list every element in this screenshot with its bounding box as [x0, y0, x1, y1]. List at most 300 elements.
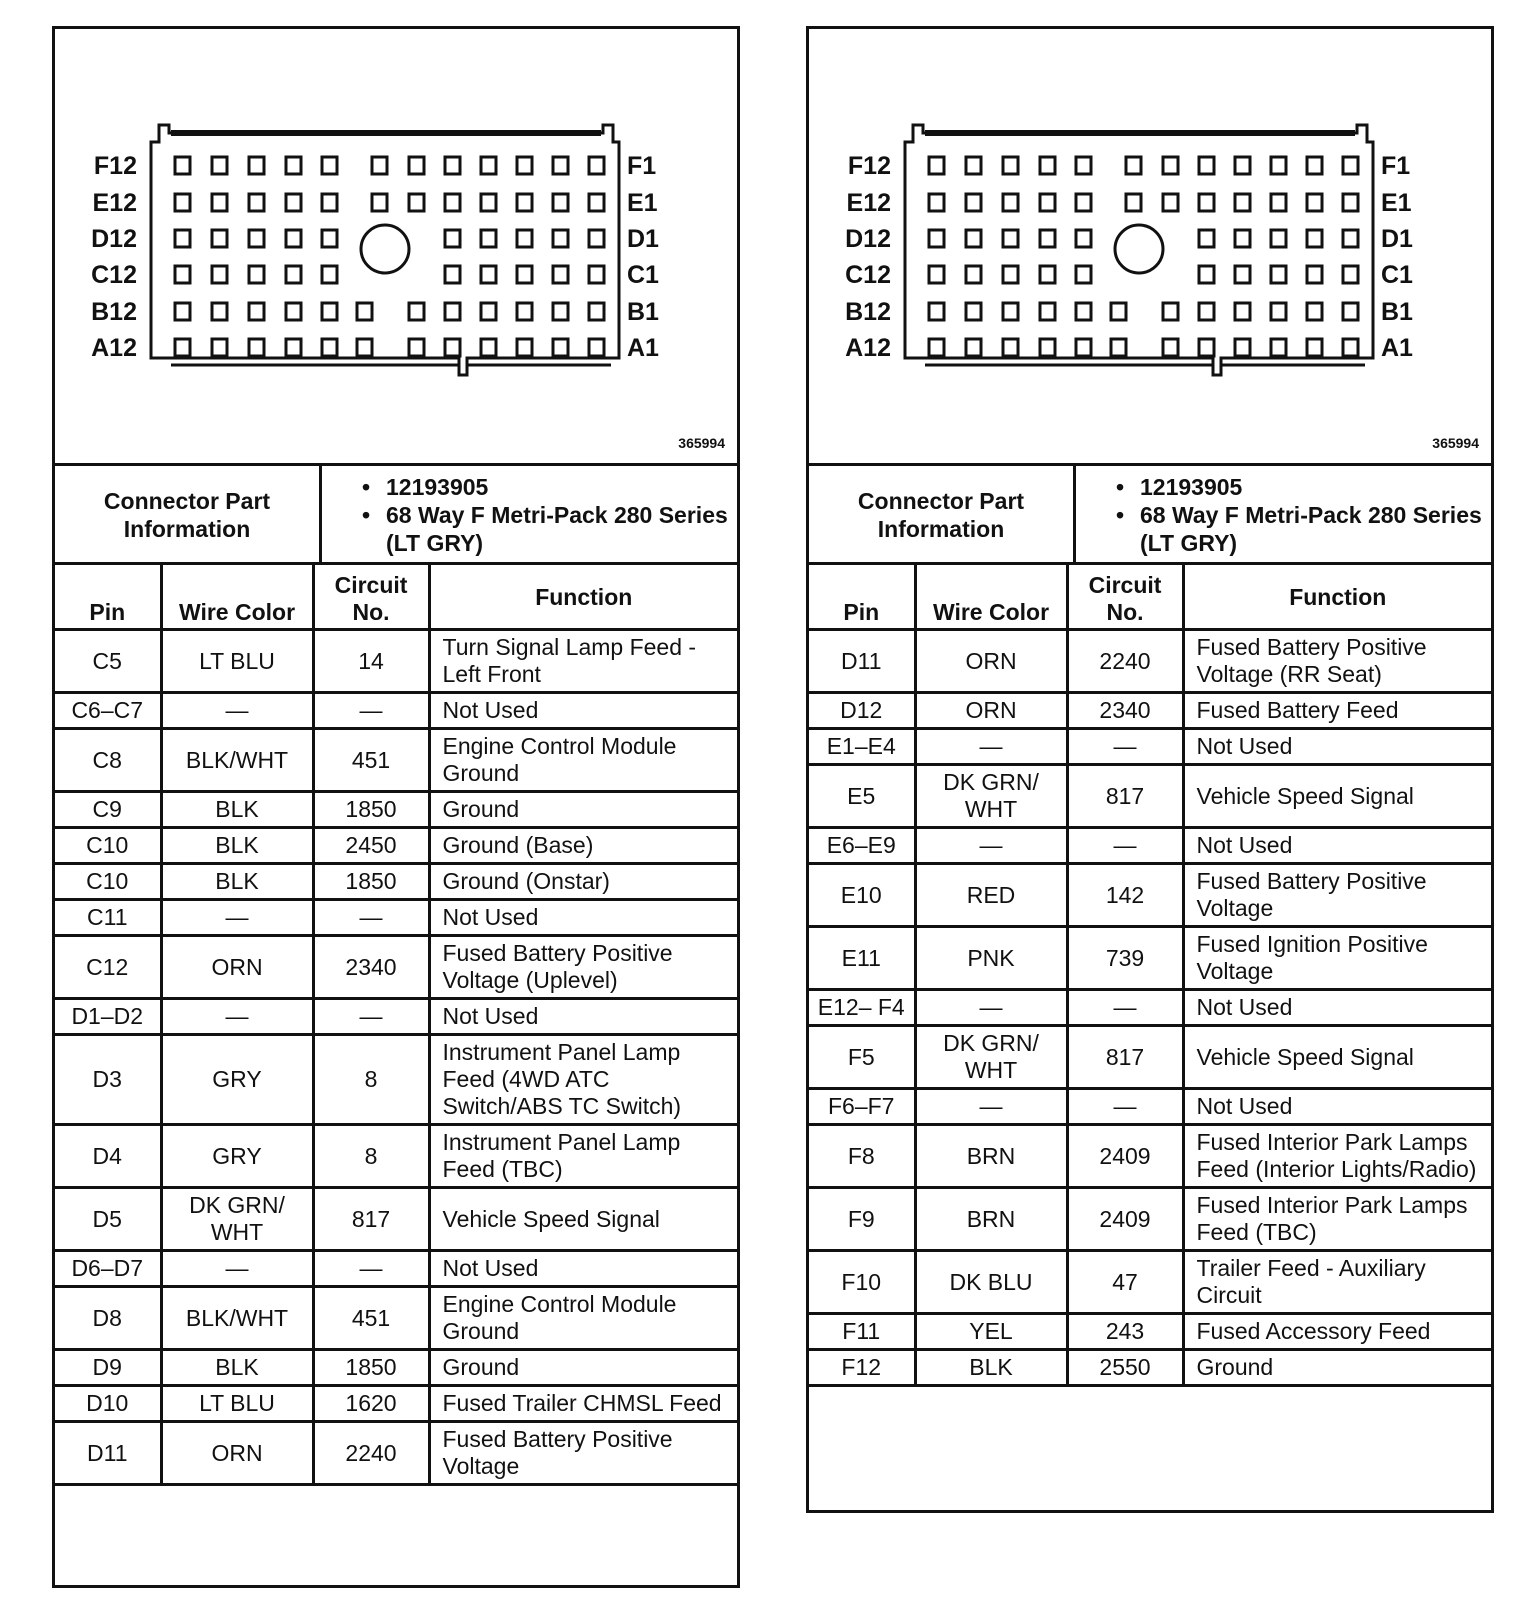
row-label-right: C1 — [1381, 261, 1413, 289]
pin-cavity — [966, 303, 981, 320]
connector-part-label: Connector Part Information — [809, 465, 1075, 565]
pin-cavity — [1040, 230, 1055, 247]
circuit-cell: 817 — [1067, 1026, 1183, 1089]
connector-panel-right — [806, 26, 1494, 1513]
wire-color-cell: DK GRN/ WHT — [161, 1188, 313, 1251]
pin-cavity — [212, 303, 227, 320]
connector-part-info — [55, 463, 737, 564]
wire-color-cell: GRY — [161, 1125, 313, 1188]
pin-cavity — [1271, 230, 1286, 247]
function-cell: Vehicle Speed Signal — [1183, 1026, 1491, 1089]
pin-cavity — [1307, 266, 1322, 283]
pin-row — [809, 1026, 1491, 1089]
pin-cavity — [929, 339, 944, 356]
pin-cavity — [1343, 303, 1358, 320]
pin-cavity — [1343, 339, 1358, 356]
connector-diagram — [55, 29, 737, 463]
pin-cell: F12 — [809, 1350, 915, 1386]
pin-cavity — [286, 266, 301, 283]
wire-color-cell: — — [915, 990, 1067, 1026]
pin-cell: C10 — [55, 864, 161, 900]
circuit-cell: 47 — [1067, 1251, 1183, 1314]
function-cell: Ground (Onstar) — [429, 864, 737, 900]
circuit-cell: 1850 — [313, 864, 429, 900]
pin-cavity — [553, 194, 568, 211]
pin-row — [809, 1188, 1491, 1251]
header-wire-color: Wire Color — [915, 564, 1067, 630]
pin-cavity — [1003, 230, 1018, 247]
circuit-cell: 2340 — [1067, 693, 1183, 729]
row-label-left: F12 — [93, 152, 137, 180]
pin-row — [55, 864, 737, 900]
wire-color-cell: — — [161, 999, 313, 1035]
function-cell: Ground — [429, 792, 737, 828]
pin-row — [809, 729, 1491, 765]
pin-cavity — [409, 157, 424, 174]
pin-cavity — [517, 157, 532, 174]
pin-cavity — [249, 194, 264, 211]
connector-face-svg — [55, 29, 737, 463]
pin-cavity — [445, 266, 460, 283]
circuit-cell: — — [313, 693, 429, 729]
pin-cavity — [372, 194, 387, 211]
row-label-right: B1 — [1381, 298, 1413, 326]
pin-cavity — [553, 303, 568, 320]
pin-cavity — [929, 157, 944, 174]
function-cell: Not Used — [429, 900, 737, 936]
pin-cavity — [357, 303, 372, 320]
wire-color-cell: DK GRN/ WHT — [915, 1026, 1067, 1089]
header-wire-color: Wire Color — [161, 564, 313, 630]
pin-cavity — [1199, 157, 1214, 174]
pin-cavity — [1235, 303, 1250, 320]
row-label-left: D12 — [845, 225, 891, 253]
pin-cavity — [1003, 157, 1018, 174]
pin-cavity — [481, 157, 496, 174]
circuit-cell: — — [313, 900, 429, 936]
pin-cavity — [1111, 339, 1126, 356]
function-cell: Fused Battery Positive Voltage — [429, 1422, 737, 1485]
circuit-cell: 2240 — [313, 1422, 429, 1485]
pin-cell: C8 — [55, 729, 161, 792]
pin-cavity — [1003, 266, 1018, 283]
pin-cavity — [286, 194, 301, 211]
wire-color-cell: BLK — [161, 1350, 313, 1386]
pin-cavity — [966, 194, 981, 211]
wire-color-cell: — — [161, 693, 313, 729]
pin-cell: D11 — [809, 630, 915, 693]
figure-number: 365994 — [678, 435, 725, 451]
wire-color-cell: — — [915, 729, 1067, 765]
pin-cell: C12 — [55, 936, 161, 999]
pin-row — [55, 693, 737, 729]
pinout-table-right — [809, 562, 1491, 1387]
pin-cell: E1–E4 — [809, 729, 915, 765]
pin-cell: C6–C7 — [55, 693, 161, 729]
header-pin: Pin — [55, 564, 161, 630]
circuit-cell: 2450 — [313, 828, 429, 864]
wire-color-cell: RED — [915, 864, 1067, 927]
wire-color-cell: ORN — [161, 936, 313, 999]
pin-cell: E12– F4 — [809, 990, 915, 1026]
function-cell: Fused Ignition Positive Voltage — [1183, 927, 1491, 990]
pin-cavity — [553, 230, 568, 247]
header-circuit-no: Circuit No. — [313, 564, 429, 630]
pin-cavity — [589, 194, 604, 211]
pin-row — [55, 630, 737, 693]
pin-row — [809, 765, 1491, 828]
row-label-left: A12 — [91, 334, 137, 362]
pin-cavity — [1163, 303, 1178, 320]
pin-cavity — [1126, 157, 1141, 174]
pin-cell: E5 — [809, 765, 915, 828]
pin-cell: E6–E9 — [809, 828, 915, 864]
function-cell: Fused Interior Park Lamps Feed (TBC) — [1183, 1188, 1491, 1251]
pin-cavity — [1076, 303, 1091, 320]
pin-cavity — [1307, 230, 1322, 247]
pin-row — [55, 1251, 737, 1287]
pin-cavity — [1040, 339, 1055, 356]
pin-cavity — [1235, 230, 1250, 247]
circuit-cell: — — [1067, 828, 1183, 864]
pin-cell: F11 — [809, 1314, 915, 1350]
pin-cavity — [286, 157, 301, 174]
part-description: • 68 Way F Metri-Pack 280 Series (LT GRY) — [1116, 501, 1490, 557]
row-label-right: E1 — [1381, 189, 1412, 217]
pin-cavity — [249, 157, 264, 174]
circuit-cell: 451 — [313, 729, 429, 792]
pin-cavity — [966, 266, 981, 283]
wire-color-cell: ORN — [915, 693, 1067, 729]
pin-cavity — [322, 339, 337, 356]
connector-diagram — [809, 29, 1491, 463]
header-function: Function — [1183, 564, 1491, 630]
pin-row — [809, 828, 1491, 864]
pin-cavity — [589, 230, 604, 247]
function-cell: Not Used — [1183, 1089, 1491, 1125]
pin-cavity — [175, 230, 190, 247]
pin-cavity — [1199, 266, 1214, 283]
pin-cavity — [322, 230, 337, 247]
circuit-cell: 817 — [313, 1188, 429, 1251]
pin-cavity — [322, 266, 337, 283]
pin-cell: F6–F7 — [809, 1089, 915, 1125]
wire-color-cell: LT BLU — [161, 630, 313, 693]
wire-color-cell: — — [161, 1251, 313, 1287]
pin-cavity — [175, 339, 190, 356]
row-label-left: D12 — [91, 225, 137, 253]
header-pin: Pin — [809, 564, 915, 630]
pin-cavity — [553, 339, 568, 356]
row-label-left: F12 — [847, 152, 891, 180]
circuit-cell: — — [1067, 990, 1183, 1026]
pin-cavity — [1271, 157, 1286, 174]
row-label-right: D1 — [1381, 225, 1413, 253]
pin-cavity — [1163, 157, 1178, 174]
pin-cavity — [966, 230, 981, 247]
pin-cavity — [249, 303, 264, 320]
pin-row — [809, 1125, 1491, 1188]
pin-cavity — [175, 157, 190, 174]
row-label-right: F1 — [627, 152, 657, 180]
function-cell: Ground — [429, 1350, 737, 1386]
row-label-left: A12 — [845, 334, 891, 362]
wire-color-cell: BLK — [915, 1350, 1067, 1386]
function-cell: Instrument Panel Lamp Feed (4WD ATC Switch/ABS TC Switch) — [429, 1035, 737, 1125]
pin-cavity — [1076, 230, 1091, 247]
pin-cavity — [1199, 194, 1214, 211]
pin-row — [55, 1125, 737, 1188]
connector-panel-left — [52, 26, 740, 1588]
wire-color-cell: BLK — [161, 828, 313, 864]
pin-cavity — [929, 266, 944, 283]
pin-cavity — [1076, 266, 1091, 283]
row-label-left: C12 — [845, 261, 891, 289]
pin-cell: C10 — [55, 828, 161, 864]
pin-row — [55, 900, 737, 936]
function-cell: Not Used — [1183, 828, 1491, 864]
pin-cavity — [286, 230, 301, 247]
function-cell: Not Used — [1183, 729, 1491, 765]
pin-cavity — [212, 266, 227, 283]
pin-cavity — [1111, 303, 1126, 320]
function-cell: Fused Battery Positive Voltage (RR Seat) — [1183, 630, 1491, 693]
wire-color-cell: — — [915, 828, 1067, 864]
header-function: Function — [429, 564, 737, 630]
pin-cavity — [1076, 339, 1091, 356]
pin-cavity — [357, 339, 372, 356]
part-number: • 12193905 — [1116, 473, 1490, 501]
function-cell: Not Used — [429, 999, 737, 1035]
wire-color-cell: DK BLU — [915, 1251, 1067, 1314]
circuit-cell: 14 — [313, 630, 429, 693]
pin-cavity — [1235, 339, 1250, 356]
pin-cell: C5 — [55, 630, 161, 693]
wire-color-cell: GRY — [161, 1035, 313, 1125]
wire-color-cell: YEL — [915, 1314, 1067, 1350]
wire-color-cell: BLK/WHT — [161, 729, 313, 792]
function-cell: Fused Battery Feed — [1183, 693, 1491, 729]
wire-color-cell: ORN — [915, 630, 1067, 693]
pin-cavity — [372, 157, 387, 174]
row-label-left: B12 — [845, 298, 891, 326]
pin-row — [809, 693, 1491, 729]
pin-row — [55, 999, 737, 1035]
pin-cell: F10 — [809, 1251, 915, 1314]
wire-color-cell: BLK — [161, 792, 313, 828]
pin-cavity — [175, 303, 190, 320]
circuit-cell: 8 — [313, 1035, 429, 1125]
pin-cavity — [445, 157, 460, 174]
pin-cavity — [1199, 339, 1214, 356]
pin-cavity — [517, 303, 532, 320]
row-label-right: A1 — [627, 334, 659, 362]
connector-face-svg — [809, 29, 1491, 463]
pin-cell: D8 — [55, 1287, 161, 1350]
circuit-cell: 1850 — [313, 792, 429, 828]
pin-cavity — [175, 194, 190, 211]
row-label-right: B1 — [627, 298, 659, 326]
wire-color-cell: — — [915, 1089, 1067, 1125]
pin-cavity — [249, 230, 264, 247]
pin-cavity — [212, 230, 227, 247]
pin-cell: E10 — [809, 864, 915, 927]
pin-cavity — [409, 194, 424, 211]
pin-cavity — [286, 303, 301, 320]
pin-cavity — [481, 194, 496, 211]
pin-cell: F5 — [809, 1026, 915, 1089]
pin-cavity — [1271, 266, 1286, 283]
circuit-cell: 1850 — [313, 1350, 429, 1386]
pin-cavity — [1235, 157, 1250, 174]
circuit-cell: 2340 — [313, 936, 429, 999]
pin-row — [55, 1422, 737, 1485]
pin-cavity — [929, 303, 944, 320]
row-label-right: C1 — [627, 261, 659, 289]
function-cell: Engine Control Module Ground — [429, 1287, 737, 1350]
pin-cell: D11 — [55, 1422, 161, 1485]
row-label-right: E1 — [627, 189, 658, 217]
pinout-table-left — [55, 562, 737, 1486]
pin-cavity — [286, 339, 301, 356]
pin-row — [809, 864, 1491, 927]
pin-row — [809, 1089, 1491, 1125]
function-cell: Instrument Panel Lamp Feed (TBC) — [429, 1125, 737, 1188]
pin-cavity — [322, 194, 337, 211]
pin-cavity — [929, 230, 944, 247]
connector-part-info — [809, 463, 1491, 564]
pin-cavity — [517, 194, 532, 211]
circuit-cell: 2550 — [1067, 1350, 1183, 1386]
pin-cavity — [1040, 157, 1055, 174]
wire-color-cell: BRN — [915, 1188, 1067, 1251]
connector-part-label: Connector Part Information — [55, 465, 321, 565]
pin-row — [55, 936, 737, 999]
pin-cavity — [1271, 194, 1286, 211]
pin-row — [55, 729, 737, 792]
pin-cavity — [445, 194, 460, 211]
circuit-cell: 142 — [1067, 864, 1183, 927]
circuit-cell: 8 — [313, 1125, 429, 1188]
circuit-cell: 1620 — [313, 1386, 429, 1422]
figure-number: 365994 — [1432, 435, 1479, 451]
pin-cavity — [212, 194, 227, 211]
pin-cavity — [409, 339, 424, 356]
pin-cavity — [212, 339, 227, 356]
pin-row — [55, 792, 737, 828]
pin-cell: D12 — [809, 693, 915, 729]
circuit-cell: 2409 — [1067, 1125, 1183, 1188]
row-label-right: A1 — [1381, 334, 1413, 362]
pin-row — [55, 828, 737, 864]
pin-cavity — [553, 157, 568, 174]
pin-cavity — [481, 266, 496, 283]
pin-row — [809, 1251, 1491, 1314]
pin-cavity — [322, 157, 337, 174]
pin-row — [55, 1287, 737, 1350]
center-key-hole — [1115, 225, 1163, 273]
pin-cavity — [517, 230, 532, 247]
function-cell: Engine Control Module Ground — [429, 729, 737, 792]
pin-cell: E11 — [809, 927, 915, 990]
pin-cavity — [1343, 230, 1358, 247]
function-cell: Fused Battery Positive Voltage — [1183, 864, 1491, 927]
circuit-cell: 243 — [1067, 1314, 1183, 1350]
pin-cell: F8 — [809, 1125, 915, 1188]
wire-color-cell: LT BLU — [161, 1386, 313, 1422]
pin-cavity — [445, 339, 460, 356]
wire-color-cell: BLK — [161, 864, 313, 900]
row-label-left: C12 — [91, 261, 137, 289]
function-cell: Vehicle Speed Signal — [1183, 765, 1491, 828]
row-label-right: D1 — [627, 225, 659, 253]
function-cell: Vehicle Speed Signal — [429, 1188, 737, 1251]
pin-cavity — [1163, 339, 1178, 356]
pin-cavity — [1003, 194, 1018, 211]
pin-cavity — [1076, 157, 1091, 174]
pin-cavity — [966, 157, 981, 174]
pin-row — [809, 1350, 1491, 1386]
wire-color-cell: BRN — [915, 1125, 1067, 1188]
function-cell: Fused Trailer CHMSL Feed — [429, 1386, 737, 1422]
wire-color-cell: ORN — [161, 1422, 313, 1485]
pin-cavity — [481, 230, 496, 247]
function-cell: Not Used — [1183, 990, 1491, 1026]
pin-row — [809, 1314, 1491, 1350]
function-cell: Turn Signal Lamp Feed - Left Front — [429, 630, 737, 693]
pin-cavity — [1126, 194, 1141, 211]
pin-row — [55, 1350, 737, 1386]
function-cell: Ground (Base) — [429, 828, 737, 864]
pin-cavity — [1003, 303, 1018, 320]
pin-cell: D5 — [55, 1188, 161, 1251]
pin-cavity — [589, 339, 604, 356]
row-label-right: F1 — [1381, 152, 1411, 180]
header-circuit-no: Circuit No. — [1067, 564, 1183, 630]
function-cell: Not Used — [429, 1251, 737, 1287]
pin-cell: F9 — [809, 1188, 915, 1251]
pin-cavity — [322, 303, 337, 320]
pin-cavity — [1343, 266, 1358, 283]
pin-cavity — [517, 266, 532, 283]
pin-cavity — [1076, 194, 1091, 211]
row-label-left: E12 — [92, 189, 137, 217]
pin-cell: C11 — [55, 900, 161, 936]
function-cell: Fused Accessory Feed — [1183, 1314, 1491, 1350]
wire-color-cell: BLK/WHT — [161, 1287, 313, 1350]
pin-cavity — [175, 266, 190, 283]
wire-color-cell: DK GRN/ WHT — [915, 765, 1067, 828]
pin-row — [809, 927, 1491, 990]
circuit-cell: 817 — [1067, 765, 1183, 828]
pin-cavity — [1040, 194, 1055, 211]
pin-cavity — [1040, 303, 1055, 320]
pin-cavity — [1235, 266, 1250, 283]
pin-cavity — [929, 194, 944, 211]
pin-cavity — [1307, 303, 1322, 320]
pin-cavity — [589, 303, 604, 320]
circuit-cell: — — [1067, 729, 1183, 765]
center-key-hole — [361, 225, 409, 273]
pin-cell: D4 — [55, 1125, 161, 1188]
pin-cell: C9 — [55, 792, 161, 828]
pin-cavity — [249, 339, 264, 356]
pin-cell: D9 — [55, 1350, 161, 1386]
pin-cavity — [445, 230, 460, 247]
function-cell: Not Used — [429, 693, 737, 729]
row-label-left: B12 — [91, 298, 137, 326]
part-number: • 12193905 — [362, 473, 736, 501]
